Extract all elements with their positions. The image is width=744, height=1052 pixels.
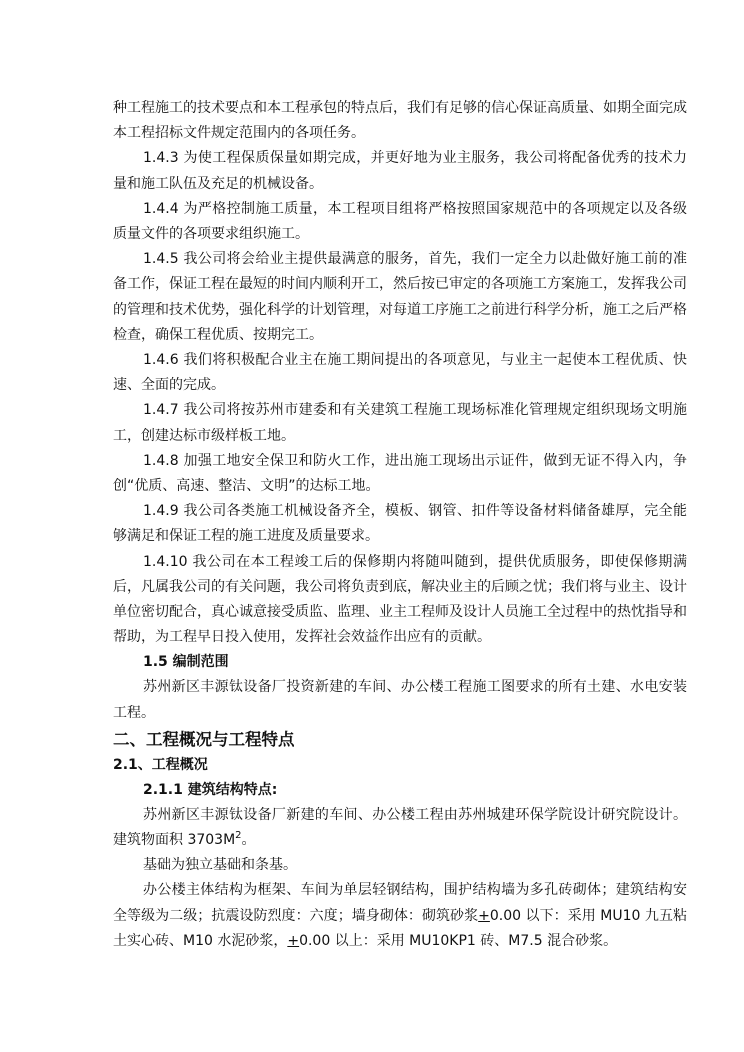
structure-text-2: 0.00 以下：采用 MU10 九五粘土实心砖、M10 水泥砂浆， bbox=[113, 907, 687, 949]
paragraph-1-4-7: 1.4.7 我公司将按苏州市建委和有关建筑工程施工现场标准化管理规定组织现场文明施工，创建达标市级样板工地。 bbox=[113, 402, 687, 444]
section-heading-1-5: 1.5 编制范围 bbox=[143, 654, 229, 671]
chapter-heading-2: 二、工程概况与工程特点 bbox=[113, 729, 295, 749]
paragraph: 种工程施工的技术要点和本工程承包的特点后，我们有足够的信心保证高质量、如期全面完成本工程招标文件规定范围内的各项任务。 bbox=[113, 100, 687, 142]
subsection-heading-2-1-1: 2.1.1 建筑结构特点: bbox=[143, 781, 278, 798]
paragraph-structure bbox=[113, 878, 687, 954]
paragraph-1-5: 苏州新区丰源钛设备厂投资新建的车间、办公楼工程施工图要求的所有土建、水电安装工程。 bbox=[113, 679, 687, 721]
plus-minus-sign: + bbox=[287, 932, 300, 949]
design-text-end: 。 bbox=[241, 832, 256, 849]
structure-text-1: 办公楼主体结构为框架、车间为单层轻钢结构，围护结构墙为多孔砖砌体；建筑结构安全等级为二级；抗震设防烈度：六度；墙身砌体：砌筑砂浆 bbox=[113, 882, 687, 924]
structure-text-3: 0.00 以上：采用 MU10KP1 砖、M7.5 混合砂浆。 bbox=[299, 932, 618, 949]
paragraph-1-4-5: 1.4.5 我公司将会给业主提供最满意的服务，首先，我们一定全力以赴做好施工前的准备工作，保证工程在最短的时间内顺利开工，然后按已审定的各项施工方案施工，发挥我公司的管理和技术优势，强化科学的计划管理，对每道工序施工之前进行科学分析，施工之后严格检查，确保工程优质、按期完工。 bbox=[113, 251, 687, 343]
section-heading-2-1: 2.1、工程概况 bbox=[113, 756, 208, 773]
paragraph-foundation: 基础为独立基础和条基。 bbox=[143, 857, 297, 874]
area-unit-superscript: 2 bbox=[235, 830, 242, 842]
paragraph-1-4-4: 1.4.4 为严格控制施工质量，本工程项目组将严格按照国家规范中的各项规定以及各级质量文件的各项要求组织施工。 bbox=[113, 200, 687, 243]
paragraph-design bbox=[113, 803, 687, 853]
plus-minus-sign: + bbox=[478, 907, 490, 924]
paragraph-1-4-8: 1.4.8 加强工地安全保卫和防火工作，进出施工现场出示证件，做到无证不得入内，争创“优质、高速、整洁、文明”的达标工地。 bbox=[113, 452, 687, 495]
design-text: 苏州新区丰源钛设备厂新建的车间、办公楼工程由苏州城建环保学院设计研究院设计。建筑物面积 3703M bbox=[113, 806, 687, 849]
paragraph-1-4-3: 1.4.3 为使工程保质保量如期完成，并更好地为业主服务，我公司将配备优秀的技术力量和施工队伍及充足的机械设备。 bbox=[113, 150, 687, 192]
paragraph-1-4-9: 1.4.9 我公司各类施工机械设备齐全，模板、钢管、扣件等设备材料储备雄厚，完全能够满足和保证工程的施工进度及质量要求。 bbox=[113, 503, 687, 545]
paragraph-1-4-6: 1.4.6 我们将积极配合业主在施工期间提出的各项意见，与业主一起使本工程优质、快速、全面的完成。 bbox=[113, 352, 687, 394]
document-body bbox=[113, 96, 687, 954]
paragraph-1-4-10: 1.4.10 我公司在本工程竣工后的保修期内将随叫随到，提供优质服务，即使保修期满后，凡属我公司的有关问题，我公司将负责到底，解决业主的后顾之忧；我们将与业主、设计单位密切配合，真心诚意接受质监、监理、业主工程师及设计人员施工全过程中的热忱指导和帮助，为工程早日投入使用，发挥社会效益作出应有的贡献。 bbox=[113, 553, 687, 646]
